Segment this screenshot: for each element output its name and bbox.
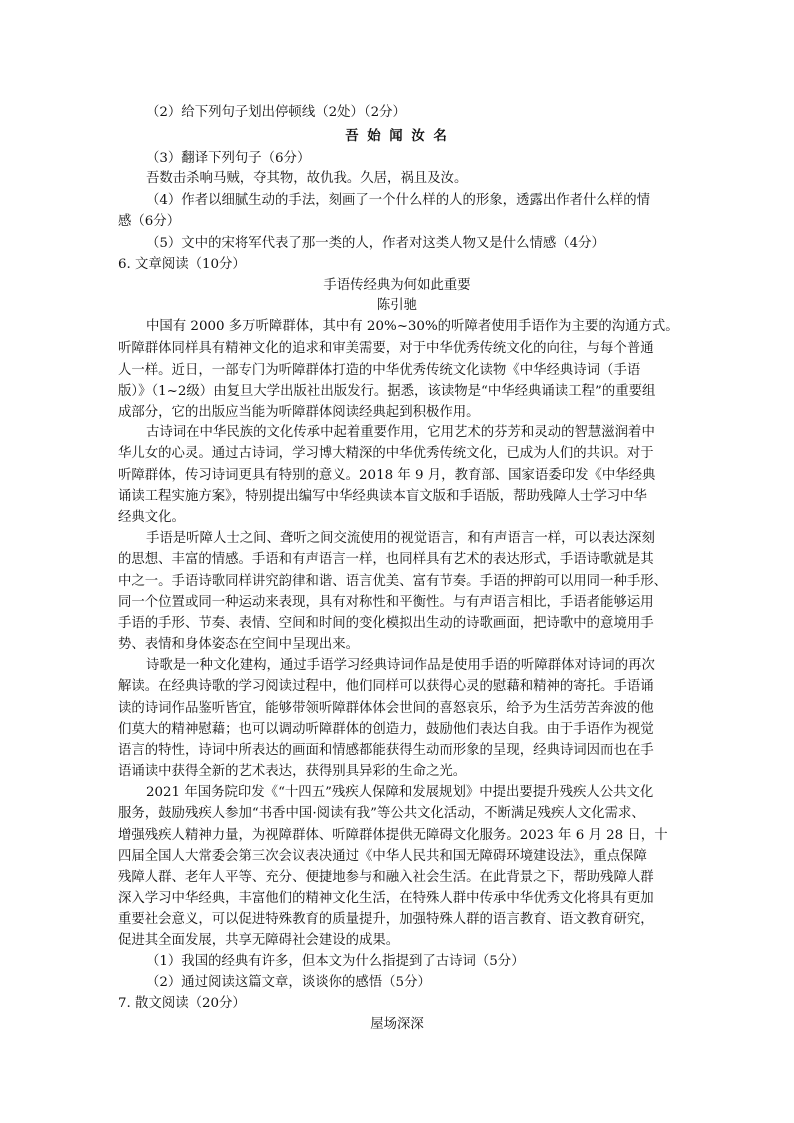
paragraph-line: 成部分，它的出版应当能为听障群体阅读经典起到积极作用。: [118, 405, 480, 420]
paragraph-line: 人一样。近日，一部专门为听障群体打造的中华优秀传统文化读物《中华经典诗词（手语: [118, 363, 641, 378]
paragraph-line: 增强残疾人精神力量，为视障群体、听障群体提供无障碍文化服务。2023 年 6 月 28 日，十: [118, 828, 668, 843]
q2-line: （2）给下列句子划出停顿线（2处）（2分）: [146, 105, 406, 120]
paragraph-line: 诵读工程实施方案》，特别提出编写中华经典读本盲文版和手语版，帮助残障人士学习中华: [118, 489, 647, 504]
paragraph-line: 版）》（1~2级）由复旦大学出版社出版发行。据悉，该读物是“中华经典诵读工程”的重要组: [118, 384, 656, 399]
article-title: 手语传经典为何如此重要: [323, 278, 471, 293]
section-7-heading: 7. 散文阅读（20分）: [118, 996, 246, 1011]
paragraph-line: 华儿女的心灵。通过古诗词，学习博大精深的中华优秀传统文化，已成为人们的共识。对于: [118, 446, 654, 461]
question-6-1: （1）我国的经典有许多，但本文为什么指提到了古诗词（5分）: [146, 954, 525, 969]
question-6-2: （2）通过阅读这篇文章，谈谈你的感悟（5分）: [146, 975, 431, 990]
paragraph-line: 语言的特性，诗词中所表达的画面和情感都能获得生动而形象的呈现，经典诗词因而也在手: [118, 743, 654, 758]
paragraph-line: 残障人群、老年人平等、充分、便捷地参与和融入社会生活。在此背景之下，帮助残障人群: [118, 870, 654, 885]
essay-title: 屋场深深: [370, 1017, 424, 1032]
paragraph-line: 四届全国人大常委会第三次会议表决通过《中华人民共和国无障碍环境建设法》，重点保障: [118, 849, 647, 864]
paragraph-line: 手语是听障人士之间、聋听之间交流使用的视觉语言，和有声语言一样，可以表达深刻: [146, 531, 655, 546]
q3-sentence: 吾数击杀响马贼，夺其物，故仇我。久居，祸且及汝。: [146, 171, 468, 186]
article-author: 陈引驰: [376, 298, 418, 313]
paragraph-line: 们莫大的精神慰藉；也可以调动听障群体的创造力，鼓励他们表达自我。由于手语作为视觉: [118, 722, 654, 737]
paragraph-line: 中之一。手语诗歌同样讲究韵律和谐、语言优美、富有节奏。手语的押韵可以用同一种手形、: [118, 574, 668, 589]
paragraph-line: 2021 年国务院印发《“十四五”残疾人保障和发展规划》中提出要提升残疾人公共文化: [146, 785, 654, 800]
q3-line: （3）翻译下列句子（6分）: [146, 151, 311, 166]
paragraph-line: 读的诗词作品鉴听皆宜，能够带领听障群体体会世间的喜怒哀乐，给予为生活劳苦奔波的他: [118, 701, 654, 716]
q4-line: （4）作者以细腻生动的手法，刻画了一个什么样的人的形象，透露出作者什么样的情: [146, 193, 650, 208]
paragraph-line: 诗歌是一种文化建构，通过手语学习经典诗词作品是使用手语的听障群体对诗词的再次: [146, 658, 655, 673]
section-6-heading: 6. 文章阅读（10分）: [118, 257, 246, 272]
paragraph-line: 服务，鼓励残疾人参加“书香中国·阅读有我”等公共文化活动，不断满足残疾人文化需求、: [118, 806, 645, 821]
paragraph-line: 解读。在经典诗歌的学习阅读过程中，他们同样可以获得心灵的慰藉和精神的寄托。手语诵: [118, 679, 654, 694]
paragraph-line: 听障群体，传习诗词更具有特别的意义。2018 年 9 月，教育部、国家语委印发《中华经典: [118, 468, 656, 483]
paragraph-line: 中国有 2000 多万听障群体，其中有 20%~30%的听障者使用手语作为主要的沟通方式。: [146, 319, 679, 334]
paragraph-line: 促进其全面发展，共享无障碍社会建设的成果。: [118, 933, 400, 948]
paragraph-line: 重要社会意义，可以促进特殊教育的质量提升，加强特殊人群的语言教育、语文教育研究，: [118, 912, 654, 927]
q5-line: （5）文中的宋将军代表了那一类的人，作者对这类人物又是什么情感（4分）: [146, 236, 605, 251]
paragraph-line: 深入学习中华经典，丰富他们的精神文化生活，在特殊人群中传承中华优秀文化将具有更加: [118, 891, 654, 906]
q2-sentence: 吾 始 闻 汝 名: [345, 128, 449, 144]
paragraph-line: 手语的手形、节奏、表情、空间和时间的变化模拟出生动的诗歌画面，把诗歌中的意境用手: [118, 616, 654, 631]
q4-line-cont: 感（6分）: [118, 214, 181, 229]
paragraph-line: 语诵读中获得全新的艺术表达，获得别具异彩的生命之光。: [118, 764, 467, 779]
paragraph-line: 势、表情和身体姿态在空间中呈现出来。: [118, 637, 360, 652]
paragraph-line: 的思想、丰富的情感。手语和有声语言一样，也同样具有艺术的表达形式，手语诗歌就是其: [118, 552, 654, 567]
paragraph-line: 听障群体同样具有精神文化的追求和审美需要，对于中华优秀传统文化的向往，与每个普通: [118, 341, 654, 356]
paragraph-line: 同一个位置或同一种运动来表现，具有对称性和平衡性。与有声语言相比，手语者能够运用: [118, 595, 654, 610]
paragraph-line: 古诗词在中华民族的文化传承中起着重要作用，它用艺术的芬芳和灵动的智慧滋润着中: [146, 425, 655, 440]
paragraph-line: 经典文化。: [118, 510, 185, 525]
